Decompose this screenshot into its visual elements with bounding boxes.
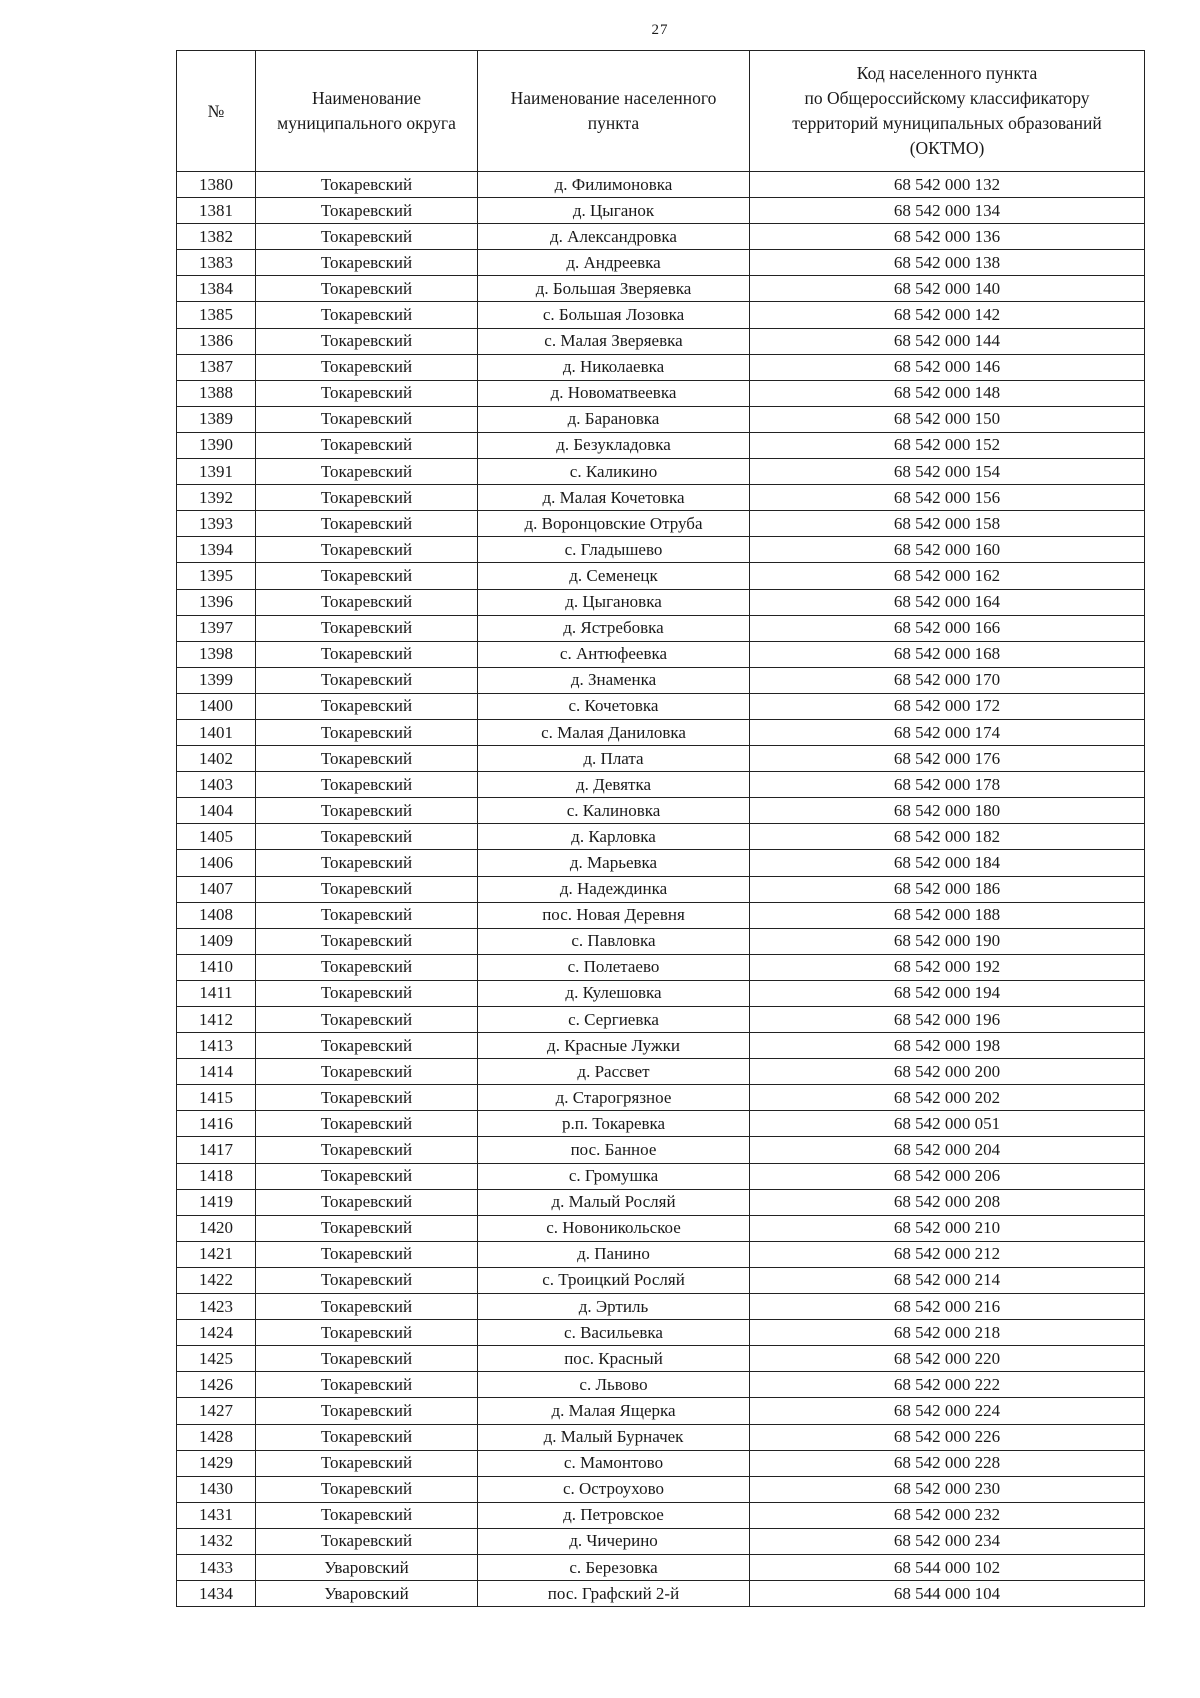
cell-number: 1410 — [177, 954, 256, 980]
table-row — [177, 798, 1145, 824]
cell-number: 1391 — [177, 459, 256, 485]
cell-oktmo-code: 68 542 000 228 — [750, 1450, 1145, 1476]
cell-number: 1394 — [177, 537, 256, 563]
cell-settlement: д. Надеждинка — [478, 876, 750, 902]
cell-settlement: д. Малый Бурначек — [478, 1424, 750, 1450]
table-row — [177, 902, 1145, 928]
cell-settlement: с. Каликино — [478, 459, 750, 485]
table-row — [177, 485, 1145, 511]
cell-settlement: д. Эртиль — [478, 1294, 750, 1320]
cell-number: 1392 — [177, 485, 256, 511]
cell-district: Токаревский — [256, 459, 478, 485]
cell-settlement: с. Новоникольское — [478, 1215, 750, 1241]
cell-oktmo-code: 68 542 000 178 — [750, 772, 1145, 798]
cell-number: 1393 — [177, 511, 256, 537]
cell-oktmo-code: 68 542 000 174 — [750, 719, 1145, 745]
table-row — [177, 1528, 1145, 1554]
table-row — [177, 772, 1145, 798]
table-row — [177, 1059, 1145, 1085]
cell-number: 1416 — [177, 1111, 256, 1137]
cell-district: Токаревский — [256, 1189, 478, 1215]
cell-district: Токаревский — [256, 1033, 478, 1059]
cell-oktmo-code: 68 542 000 051 — [750, 1111, 1145, 1137]
table-row — [177, 328, 1145, 354]
cell-number: 1400 — [177, 693, 256, 719]
cell-settlement: р.п. Токаревка — [478, 1111, 750, 1137]
cell-district: Токаревский — [256, 1294, 478, 1320]
cell-district: Токаревский — [256, 328, 478, 354]
cell-number: 1420 — [177, 1215, 256, 1241]
cell-oktmo-code: 68 542 000 204 — [750, 1137, 1145, 1163]
table-row — [177, 1502, 1145, 1528]
cell-number: 1428 — [177, 1424, 256, 1450]
header-place — [478, 51, 750, 172]
cell-number: 1380 — [177, 172, 256, 198]
cell-district: Токаревский — [256, 641, 478, 667]
table-row — [177, 1137, 1145, 1163]
cell-settlement: д. Петровское — [478, 1502, 750, 1528]
cell-district: Токаревский — [256, 667, 478, 693]
cell-number: 1408 — [177, 902, 256, 928]
cell-settlement: д. Семенецк — [478, 563, 750, 589]
cell-district: Уваровский — [256, 1554, 478, 1580]
header-number-label: № — [207, 100, 225, 121]
table-row — [177, 1346, 1145, 1372]
cell-settlement: д. Цыганок — [478, 198, 750, 224]
table-row — [177, 1241, 1145, 1267]
cell-number: 1422 — [177, 1267, 256, 1293]
cell-number: 1381 — [177, 198, 256, 224]
cell-settlement: д. Малая Ящерка — [478, 1398, 750, 1424]
cell-oktmo-code: 68 542 000 224 — [750, 1398, 1145, 1424]
cell-oktmo-code: 68 542 000 148 — [750, 380, 1145, 406]
cell-number: 1388 — [177, 380, 256, 406]
cell-settlement: пос. Красный — [478, 1346, 750, 1372]
table-row — [177, 876, 1145, 902]
cell-district: Токаревский — [256, 276, 478, 302]
cell-oktmo-code: 68 544 000 102 — [750, 1554, 1145, 1580]
cell-number: 1429 — [177, 1450, 256, 1476]
cell-oktmo-code: 68 542 000 166 — [750, 615, 1145, 641]
cell-number: 1419 — [177, 1189, 256, 1215]
cell-oktmo-code: 68 542 000 216 — [750, 1294, 1145, 1320]
cell-oktmo-code: 68 542 000 194 — [750, 980, 1145, 1006]
cell-oktmo-code: 68 542 000 158 — [750, 511, 1145, 537]
table-row — [177, 980, 1145, 1006]
table-row — [177, 459, 1145, 485]
cell-oktmo-code: 68 542 000 234 — [750, 1528, 1145, 1554]
cell-number: 1434 — [177, 1581, 256, 1607]
page-number: 27 — [651, 22, 669, 38]
table-row — [177, 1398, 1145, 1424]
cell-number: 1423 — [177, 1294, 256, 1320]
cell-district: Токаревский — [256, 198, 478, 224]
cell-number: 1383 — [177, 250, 256, 276]
table-row — [177, 1007, 1145, 1033]
cell-settlement: д. Девятка — [478, 772, 750, 798]
cell-settlement: д. Кулешовка — [478, 980, 750, 1006]
cell-number: 1417 — [177, 1137, 256, 1163]
cell-district: Токаревский — [256, 1424, 478, 1450]
cell-oktmo-code: 68 542 000 140 — [750, 276, 1145, 302]
cell-settlement: д. Воронцовские Отруба — [478, 511, 750, 537]
cell-district: Токаревский — [256, 615, 478, 641]
cell-oktmo-code: 68 542 000 156 — [750, 485, 1145, 511]
table-row — [177, 850, 1145, 876]
cell-settlement: с. Павловка — [478, 928, 750, 954]
cell-district: Токаревский — [256, 954, 478, 980]
cell-oktmo-code: 68 542 000 132 — [750, 172, 1145, 198]
cell-district: Токаревский — [256, 172, 478, 198]
cell-district: Токаревский — [256, 1007, 478, 1033]
cell-district: Токаревский — [256, 1502, 478, 1528]
table-row — [177, 693, 1145, 719]
header-district-line: муниципального округа — [277, 113, 456, 133]
cell-number: 1386 — [177, 328, 256, 354]
cell-oktmo-code: 68 542 000 138 — [750, 250, 1145, 276]
cell-district: Токаревский — [256, 511, 478, 537]
table-row — [177, 1033, 1145, 1059]
cell-oktmo-code: 68 542 000 162 — [750, 563, 1145, 589]
cell-oktmo-code: 68 542 000 170 — [750, 667, 1145, 693]
cell-number: 1404 — [177, 798, 256, 824]
cell-settlement: д. Старогрязное — [478, 1085, 750, 1111]
cell-number: 1389 — [177, 406, 256, 432]
table-row — [177, 641, 1145, 667]
cell-settlement: д. Плата — [478, 746, 750, 772]
table-row — [177, 1111, 1145, 1137]
table-row — [177, 198, 1145, 224]
cell-number: 1385 — [177, 302, 256, 328]
cell-number: 1418 — [177, 1163, 256, 1189]
cell-settlement: д. Чичерино — [478, 1528, 750, 1554]
table-row — [177, 537, 1145, 563]
cell-number: 1407 — [177, 876, 256, 902]
cell-oktmo-code: 68 544 000 104 — [750, 1581, 1145, 1607]
cell-district: Токаревский — [256, 719, 478, 745]
cell-district: Токаревский — [256, 1372, 478, 1398]
table-row — [177, 563, 1145, 589]
table-row — [177, 1476, 1145, 1502]
header-place-line: пункта — [587, 113, 640, 133]
cell-oktmo-code: 68 542 000 198 — [750, 1033, 1145, 1059]
cell-oktmo-code: 68 542 000 164 — [750, 589, 1145, 615]
cell-oktmo-code: 68 542 000 220 — [750, 1346, 1145, 1372]
cell-settlement: д. Марьевка — [478, 850, 750, 876]
cell-oktmo-code: 68 542 000 142 — [750, 302, 1145, 328]
cell-district: Токаревский — [256, 1267, 478, 1293]
cell-settlement: с. Львово — [478, 1372, 750, 1398]
cell-settlement: д. Малый Росляй — [478, 1189, 750, 1215]
cell-number: 1413 — [177, 1033, 256, 1059]
cell-settlement: д. Филимоновка — [478, 172, 750, 198]
cell-district: Токаревский — [256, 693, 478, 719]
cell-oktmo-code: 68 542 000 222 — [750, 1372, 1145, 1398]
cell-settlement: с. Большая Лозовка — [478, 302, 750, 328]
table-row — [177, 250, 1145, 276]
cell-district: Токаревский — [256, 1137, 478, 1163]
cell-settlement: с. Остроухово — [478, 1476, 750, 1502]
cell-district: Токаревский — [256, 224, 478, 250]
table-row — [177, 615, 1145, 641]
table-row — [177, 1450, 1145, 1476]
cell-number: 1395 — [177, 563, 256, 589]
cell-oktmo-code: 68 542 000 168 — [750, 641, 1145, 667]
cell-number: 1390 — [177, 432, 256, 458]
table-row — [177, 954, 1145, 980]
cell-district: Токаревский — [256, 537, 478, 563]
cell-settlement: д. Александровка — [478, 224, 750, 250]
oktmo-registry-table — [176, 50, 1145, 1607]
table-row — [177, 354, 1145, 380]
cell-settlement: д. Карловка — [478, 824, 750, 850]
cell-oktmo-code: 68 542 000 212 — [750, 1241, 1145, 1267]
cell-number: 1397 — [177, 615, 256, 641]
cell-settlement: с. Троицкий Росляй — [478, 1267, 750, 1293]
cell-district: Токаревский — [256, 980, 478, 1006]
header-district-line: Наименование — [311, 88, 422, 108]
cell-district: Токаревский — [256, 746, 478, 772]
cell-settlement: пос. Новая Деревня — [478, 902, 750, 928]
table-row — [177, 746, 1145, 772]
table-row — [177, 1267, 1145, 1293]
cell-district: Токаревский — [256, 432, 478, 458]
cell-oktmo-code: 68 542 000 134 — [750, 198, 1145, 224]
cell-district: Токаревский — [256, 354, 478, 380]
cell-number: 1414 — [177, 1059, 256, 1085]
table-row — [177, 432, 1145, 458]
cell-oktmo-code: 68 542 000 232 — [750, 1502, 1145, 1528]
cell-district: Токаревский — [256, 850, 478, 876]
table-row — [177, 511, 1145, 537]
table-row — [177, 172, 1145, 198]
cell-oktmo-code: 68 542 000 196 — [750, 1007, 1145, 1033]
cell-number: 1384 — [177, 276, 256, 302]
cell-number: 1398 — [177, 641, 256, 667]
header-code-line: (ОКТМО) — [909, 138, 985, 158]
cell-district: Токаревский — [256, 1163, 478, 1189]
cell-oktmo-code: 68 542 000 218 — [750, 1320, 1145, 1346]
cell-district: Токаревский — [256, 772, 478, 798]
cell-settlement: с. Березовка — [478, 1554, 750, 1580]
cell-district: Токаревский — [256, 1398, 478, 1424]
cell-settlement: с. Сергиевка — [478, 1007, 750, 1033]
table-row — [177, 1372, 1145, 1398]
cell-district: Токаревский — [256, 1241, 478, 1267]
cell-number: 1427 — [177, 1398, 256, 1424]
table-row — [177, 1189, 1145, 1215]
cell-number: 1399 — [177, 667, 256, 693]
cell-district: Токаревский — [256, 1215, 478, 1241]
cell-oktmo-code: 68 542 000 210 — [750, 1215, 1145, 1241]
cell-number: 1433 — [177, 1554, 256, 1580]
cell-settlement: пос. Банное — [478, 1137, 750, 1163]
cell-district: Токаревский — [256, 1111, 478, 1137]
table-row — [177, 406, 1145, 432]
cell-number: 1426 — [177, 1372, 256, 1398]
cell-settlement: пос. Графский 2-й — [478, 1581, 750, 1607]
cell-settlement: д. Малая Кочетовка — [478, 485, 750, 511]
cell-settlement: с. Калиновка — [478, 798, 750, 824]
cell-settlement: с. Малая Даниловка — [478, 719, 750, 745]
cell-oktmo-code: 68 542 000 226 — [750, 1424, 1145, 1450]
cell-number: 1387 — [177, 354, 256, 380]
cell-number: 1430 — [177, 1476, 256, 1502]
cell-district: Токаревский — [256, 824, 478, 850]
cell-oktmo-code: 68 542 000 176 — [750, 746, 1145, 772]
cell-settlement: д. Большая Зверяевка — [478, 276, 750, 302]
header-district — [256, 51, 478, 172]
cell-oktmo-code: 68 542 000 154 — [750, 459, 1145, 485]
cell-oktmo-code: 68 542 000 214 — [750, 1267, 1145, 1293]
cell-settlement: с. Малая Зверяевка — [478, 328, 750, 354]
cell-district: Токаревский — [256, 302, 478, 328]
cell-number: 1425 — [177, 1346, 256, 1372]
cell-settlement: д. Николаевка — [478, 354, 750, 380]
cell-oktmo-code: 68 542 000 160 — [750, 537, 1145, 563]
header-code-line: по Общероссийскому классификатору — [804, 88, 1090, 108]
cell-settlement: д. Знаменка — [478, 667, 750, 693]
table-row — [177, 667, 1145, 693]
header-oktmo-code — [750, 51, 1145, 172]
cell-district: Токаревский — [256, 1528, 478, 1554]
cell-oktmo-code: 68 542 000 152 — [750, 432, 1145, 458]
cell-settlement: с. Васильевка — [478, 1320, 750, 1346]
cell-number: 1432 — [177, 1528, 256, 1554]
table-row — [177, 1085, 1145, 1111]
cell-number: 1421 — [177, 1241, 256, 1267]
cell-oktmo-code: 68 542 000 172 — [750, 693, 1145, 719]
cell-settlement: д. Новоматвеевка — [478, 380, 750, 406]
cell-number: 1406 — [177, 850, 256, 876]
cell-oktmo-code: 68 542 000 182 — [750, 824, 1145, 850]
table-row — [177, 302, 1145, 328]
cell-district: Токаревский — [256, 876, 478, 902]
cell-district: Токаревский — [256, 250, 478, 276]
cell-number: 1415 — [177, 1085, 256, 1111]
cell-settlement: д. Красные Лужки — [478, 1033, 750, 1059]
cell-oktmo-code: 68 542 000 186 — [750, 876, 1145, 902]
cell-settlement: д. Безукладовка — [478, 432, 750, 458]
cell-district: Токаревский — [256, 1450, 478, 1476]
cell-district: Токаревский — [256, 928, 478, 954]
table-body — [177, 172, 1145, 1607]
table-row — [177, 1215, 1145, 1241]
cell-district: Уваровский — [256, 1581, 478, 1607]
table-row — [177, 276, 1145, 302]
cell-oktmo-code: 68 542 000 190 — [750, 928, 1145, 954]
cell-number: 1382 — [177, 224, 256, 250]
cell-number: 1402 — [177, 746, 256, 772]
table-row — [177, 1554, 1145, 1580]
cell-number: 1401 — [177, 719, 256, 745]
cell-settlement: с. Громушка — [478, 1163, 750, 1189]
cell-oktmo-code: 68 542 000 144 — [750, 328, 1145, 354]
header-code-line: территорий муниципальных образований — [792, 113, 1102, 133]
cell-number: 1431 — [177, 1502, 256, 1528]
cell-oktmo-code: 68 542 000 208 — [750, 1189, 1145, 1215]
cell-oktmo-code: 68 542 000 136 — [750, 224, 1145, 250]
cell-number: 1412 — [177, 1007, 256, 1033]
cell-district: Токаревский — [256, 798, 478, 824]
cell-settlement: с. Кочетовка — [478, 693, 750, 719]
table-row — [177, 1294, 1145, 1320]
cell-settlement: с. Антюфеевка — [478, 641, 750, 667]
cell-district: Токаревский — [256, 380, 478, 406]
cell-oktmo-code: 68 542 000 202 — [750, 1085, 1145, 1111]
cell-district: Токаревский — [256, 406, 478, 432]
table-row — [177, 928, 1145, 954]
table-row — [177, 589, 1145, 615]
cell-district: Токаревский — [256, 1476, 478, 1502]
cell-oktmo-code: 68 542 000 150 — [750, 406, 1145, 432]
cell-oktmo-code: 68 542 000 180 — [750, 798, 1145, 824]
cell-settlement: с. Мамонтово — [478, 1450, 750, 1476]
cell-number: 1403 — [177, 772, 256, 798]
table-row — [177, 1320, 1145, 1346]
cell-settlement: д. Цыгановка — [478, 589, 750, 615]
cell-oktmo-code: 68 542 000 188 — [750, 902, 1145, 928]
cell-oktmo-code: 68 542 000 146 — [750, 354, 1145, 380]
cell-district: Токаревский — [256, 1085, 478, 1111]
cell-district: Токаревский — [256, 485, 478, 511]
cell-district: Токаревский — [256, 589, 478, 615]
cell-district: Токаревский — [256, 902, 478, 928]
cell-oktmo-code: 68 542 000 230 — [750, 1476, 1145, 1502]
table-row — [177, 719, 1145, 745]
cell-number: 1405 — [177, 824, 256, 850]
cell-district: Токаревский — [256, 1346, 478, 1372]
cell-oktmo-code: 68 542 000 192 — [750, 954, 1145, 980]
table-header-row — [177, 51, 1145, 172]
cell-oktmo-code: 68 542 000 200 — [750, 1059, 1145, 1085]
table-row — [177, 1163, 1145, 1189]
cell-number: 1409 — [177, 928, 256, 954]
cell-settlement: с. Гладышево — [478, 537, 750, 563]
cell-settlement: с. Полетаево — [478, 954, 750, 980]
cell-settlement: д. Панино — [478, 1241, 750, 1267]
cell-settlement: д. Андреевка — [478, 250, 750, 276]
cell-number: 1396 — [177, 589, 256, 615]
header-number — [177, 51, 256, 172]
cell-settlement: д. Рассвет — [478, 1059, 750, 1085]
cell-oktmo-code: 68 542 000 206 — [750, 1163, 1145, 1189]
header-code-line: Код населенного пункта — [856, 63, 1038, 83]
cell-district: Токаревский — [256, 563, 478, 589]
cell-settlement: д. Барановка — [478, 406, 750, 432]
table-row — [177, 380, 1145, 406]
header-place-line: Наименование населенного — [510, 88, 717, 108]
cell-settlement: д. Ястребовка — [478, 615, 750, 641]
cell-oktmo-code: 68 542 000 184 — [750, 850, 1145, 876]
table-row — [177, 224, 1145, 250]
cell-district: Токаревский — [256, 1320, 478, 1346]
cell-number: 1411 — [177, 980, 256, 1006]
table-row — [177, 1581, 1145, 1607]
table-row — [177, 824, 1145, 850]
cell-district: Токаревский — [256, 1059, 478, 1085]
table-row — [177, 1424, 1145, 1450]
cell-number: 1424 — [177, 1320, 256, 1346]
